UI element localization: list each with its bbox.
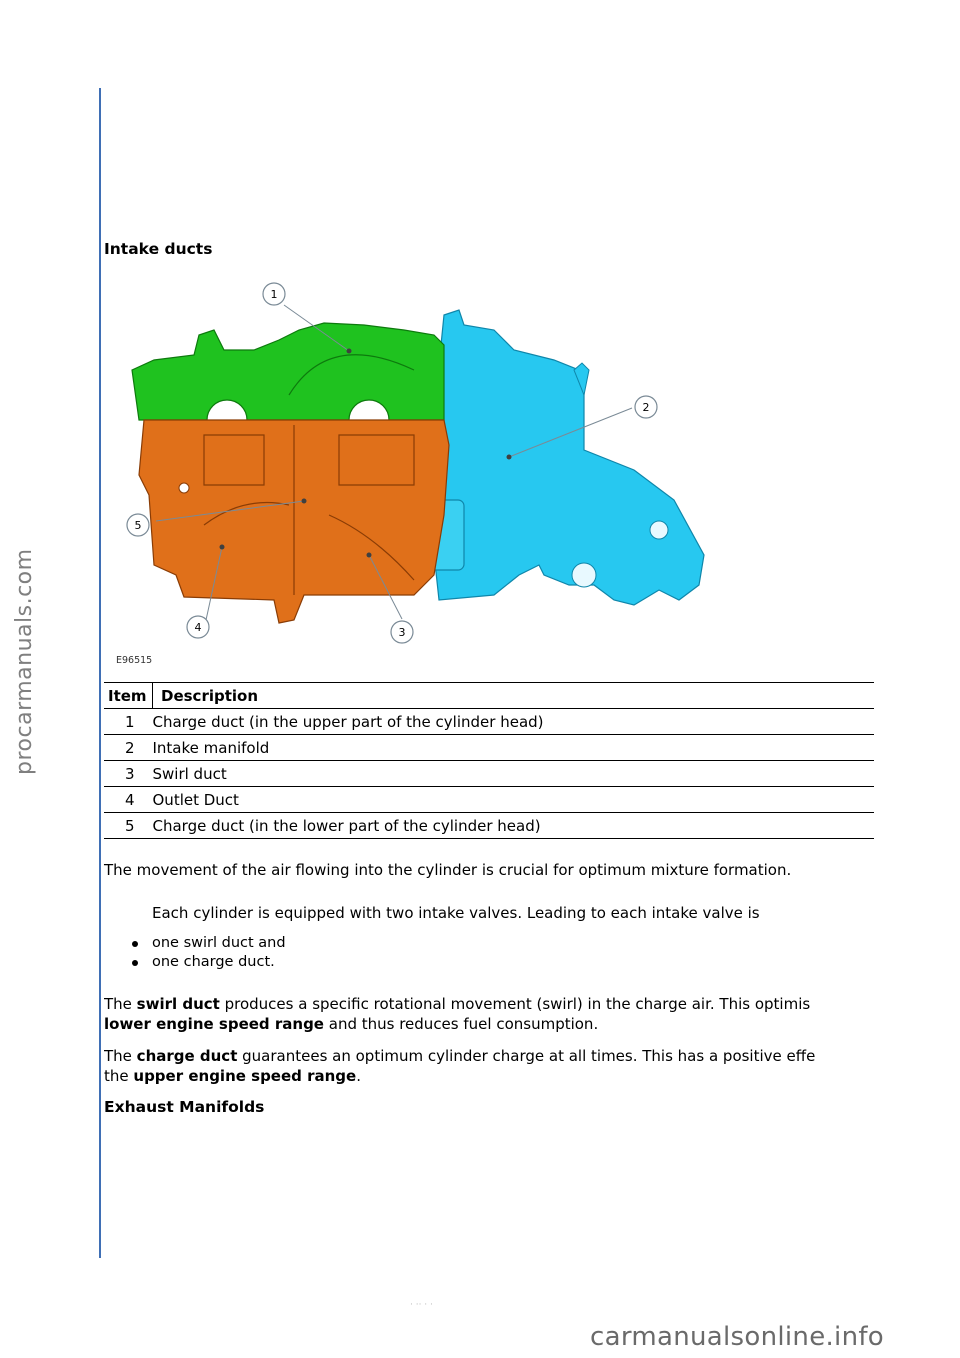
row-item-number: 1 bbox=[104, 709, 153, 735]
text-run: The bbox=[104, 995, 137, 1013]
intake-ducts-illustration bbox=[114, 275, 724, 670]
text-run: the bbox=[104, 1067, 134, 1085]
row-description: Charge duct (in the lower part of the cylinder head) bbox=[153, 813, 875, 839]
callout-label-5: 5 bbox=[134, 519, 142, 532]
callout-label-4: 4 bbox=[194, 621, 202, 634]
text-run: guarantees an optimum cylinder charge at all times. This has a positive effe bbox=[237, 1047, 816, 1065]
table-row bbox=[104, 813, 874, 839]
duct-bullet-list bbox=[132, 934, 286, 972]
callout-label-2: 2 bbox=[642, 401, 650, 414]
callout-label-3: 3 bbox=[398, 626, 406, 639]
list-item: one swirl duct and bbox=[132, 934, 286, 953]
next-section-title: Exhaust Manifolds bbox=[104, 1098, 265, 1116]
figure-code: E96515 bbox=[116, 655, 153, 666]
page-footer-mark: · ·· · · bbox=[410, 1300, 433, 1310]
paragraph-intake-valves: Each cylinder is equipped with two intake valves. Leading to each intake valve is bbox=[152, 904, 760, 922]
side-watermark: procarmanuals.com bbox=[12, 548, 37, 775]
paragraph-mixture-formation: The movement of the air flowing into the cylinder is crucial for optimum mixture formation. bbox=[104, 861, 792, 879]
text-run: . bbox=[356, 1067, 362, 1085]
row-description: Swirl duct bbox=[153, 761, 875, 787]
bottom-watermark: carmanualsonline.info bbox=[590, 1322, 885, 1352]
engine-intake-figure bbox=[114, 275, 724, 670]
paragraph-swirl-duct bbox=[104, 994, 874, 1034]
section-title: Intake ducts bbox=[104, 240, 213, 258]
callout-label-1: 1 bbox=[270, 288, 278, 301]
item-description-table bbox=[104, 682, 874, 839]
charge-duct-shape bbox=[132, 323, 444, 420]
list-item: one charge duct. bbox=[132, 953, 286, 972]
bold-term-lower-speed-range: lower engine speed range bbox=[104, 1015, 324, 1033]
row-description: Outlet Duct bbox=[153, 787, 875, 813]
table-row bbox=[104, 735, 874, 761]
intake-manifold-shape bbox=[432, 310, 704, 605]
row-item-number: 3 bbox=[104, 761, 153, 787]
row-item-number: 5 bbox=[104, 813, 153, 839]
row-item-number: 2 bbox=[104, 735, 153, 761]
text-run: The bbox=[104, 1047, 137, 1065]
text-run: produces a specific rotational movement (swirl) in the charge air. This optimis bbox=[219, 995, 811, 1013]
row-description: Charge duct (in the upper part of the cylinder head) bbox=[153, 709, 875, 735]
paragraph-charge-duct bbox=[104, 1046, 874, 1086]
page-left-rule bbox=[99, 88, 101, 1258]
bold-term-swirl-duct: swirl duct bbox=[136, 995, 220, 1013]
row-description: Intake manifold bbox=[153, 735, 875, 761]
column-header-item: Item bbox=[104, 683, 153, 709]
table-row bbox=[104, 709, 874, 735]
column-header-description: Description bbox=[153, 683, 875, 709]
row-item-number: 4 bbox=[104, 787, 153, 813]
bold-term-charge-duct: charge duct bbox=[136, 1047, 238, 1065]
table-row bbox=[104, 787, 874, 813]
text-run: and thus reduces fuel consumption. bbox=[323, 1015, 599, 1033]
bold-term-upper-speed-range: upper engine speed range bbox=[133, 1067, 357, 1085]
table-row bbox=[104, 761, 874, 787]
table-header-row bbox=[104, 683, 874, 709]
